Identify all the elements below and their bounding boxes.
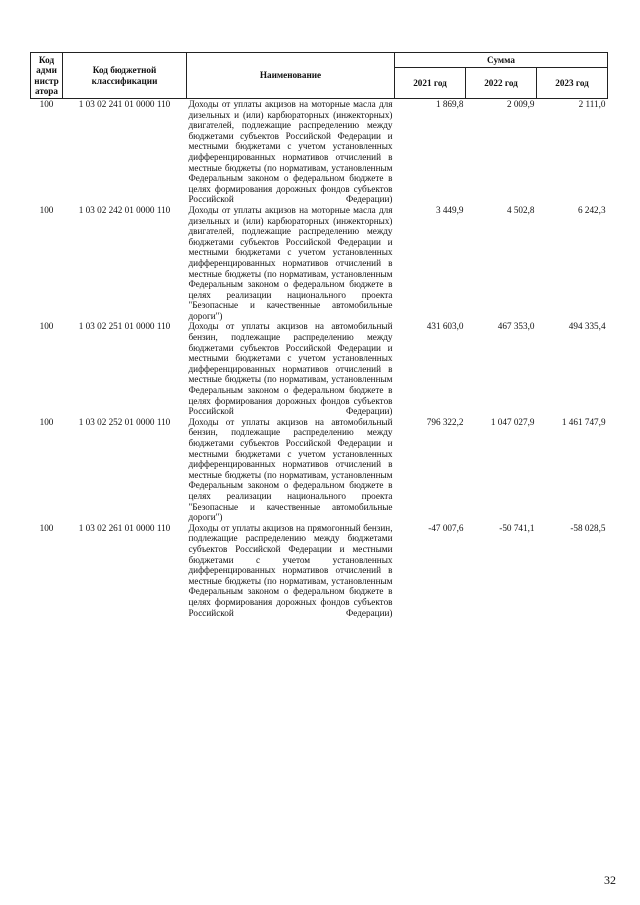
- sum-2022-cell: 467 353,0: [497, 321, 535, 332]
- budget-code-cell: 1 03 02 242 01 0000 110: [78, 204, 171, 215]
- budget-code-cell: 1 03 02 251 01 0000 110: [78, 321, 171, 332]
- name-cell: Доходы от уплаты акцизов на моторные масла для дизельных и (или) карбюраторных (инжекторных) двигателей, подлежащие распределению между бюджетами субъектов Российской Федерации и местными бюджетами с учетом установленных дифференцированных нормативов отчислений в местные бюджеты (по нормативам, установленным Федеральным законом о федеральном бюджете в целях формирования дорожных фондов субъектов Российской Федерации): [188, 99, 393, 205]
- name-cell: Доходы от уплаты акцизов на автомобильный бензин, подлежащие распределению между бюджетами субъектов Российской Федерации и местными бюджетами с учетом установленных дифференцированных нормативов отчислений в местные бюджеты (по нормативам, установленным Федеральным законом о федеральном бюджете в целях формирования дорожных фондов субъектов Российской Федерации): [188, 321, 393, 417]
- sum-2022-cell: 1 047 027,9: [490, 416, 535, 427]
- table-row: [31, 99, 608, 205]
- sum-2023-cell: 494 335,4: [568, 321, 606, 332]
- budget-revenue-table: [30, 52, 608, 618]
- name-cell: Доходы от уплаты акцизов на автомобильный бензин, подлежащие распределению между бюджетами субъектов Российской Федерации и местными бюджетами с учетом установленных дифференцированных нормативов отчислений в местные бюджеты (по нормативам, установленным Федеральным законом о федеральном бюджете в целях реализации национального проекта "Безопасные и качественные автомобильные дороги"): [188, 416, 393, 523]
- budget-code-cell: 1 03 02 241 01 0000 110: [78, 99, 171, 109]
- sum-2023-cell: -58 028,5: [570, 522, 606, 533]
- page-number: 32: [604, 873, 616, 887]
- header-admin-code: Код адми нистр атора: [31, 53, 63, 99]
- admin-code-cell: 100: [39, 99, 54, 109]
- name-cell: Доходы от уплаты акцизов на прямогонный бензин, подлежащие распределению между бюджетами субъектов Российской Федерации и местными бюджетами с учетом установленных дифференцированных нормативов отчислений в местные бюджеты (по нормативам, установленным Федеральным законом о федеральном бюджете в целях формирования дорожных фондов субъектов Российской Федерации): [188, 522, 393, 618]
- header-year-2021: 2021 год: [395, 68, 466, 99]
- table-row: [31, 417, 608, 523]
- sum-2022-cell: 2 009,9: [506, 99, 535, 109]
- sum-2021-cell: 3 449,9: [435, 204, 464, 215]
- admin-code-cell: 100: [39, 321, 54, 332]
- sum-2021-cell: -47 007,6: [428, 522, 464, 533]
- header-budget-code: Код бюджетной классификации: [63, 53, 187, 99]
- header-name: Наименование: [187, 53, 395, 99]
- sum-2023-cell: 6 242,3: [577, 204, 606, 215]
- sum-2022-cell: -50 741,1: [499, 522, 535, 533]
- header-year-2023: 2023 год: [537, 68, 608, 99]
- name-cell: Доходы от уплаты акцизов на моторные масла для дизельных и (или) карбюраторных (инжекторных) двигателей, подлежащие распределению между бюджетами субъектов Российской Федерации и местными бюджетами с учетом установленных дифференцированных нормативов отчислений в местные бюджеты (по нормативам, установленным Федеральным законом о федеральном бюджете в целях реализации национального проекта "Безопасные и качественные автомобильные дороги"): [188, 204, 393, 321]
- sum-2021-cell: 431 603,0: [426, 321, 464, 332]
- admin-code-cell: 100: [39, 522, 54, 533]
- admin-code-cell: 100: [39, 416, 54, 427]
- sum-2022-cell: 4 502,8: [506, 204, 535, 215]
- table-row: [31, 205, 608, 322]
- budget-code-cell: 1 03 02 252 01 0000 110: [78, 416, 171, 427]
- sum-2021-cell: 796 322,2: [426, 416, 464, 427]
- table-row: [31, 321, 608, 416]
- header-sum: Сумма: [395, 53, 608, 68]
- header-row-top: [31, 53, 608, 68]
- sum-2021-cell: 1 869,8: [435, 99, 464, 109]
- admin-code-cell: 100: [39, 204, 54, 215]
- budget-code-cell: 1 03 02 261 01 0000 110: [78, 522, 171, 533]
- sum-2023-cell: 1 461 747,9: [561, 416, 606, 427]
- table-row: [31, 523, 608, 618]
- header-year-2022: 2022 год: [466, 68, 537, 99]
- sum-2023-cell: 2 111,0: [578, 99, 606, 109]
